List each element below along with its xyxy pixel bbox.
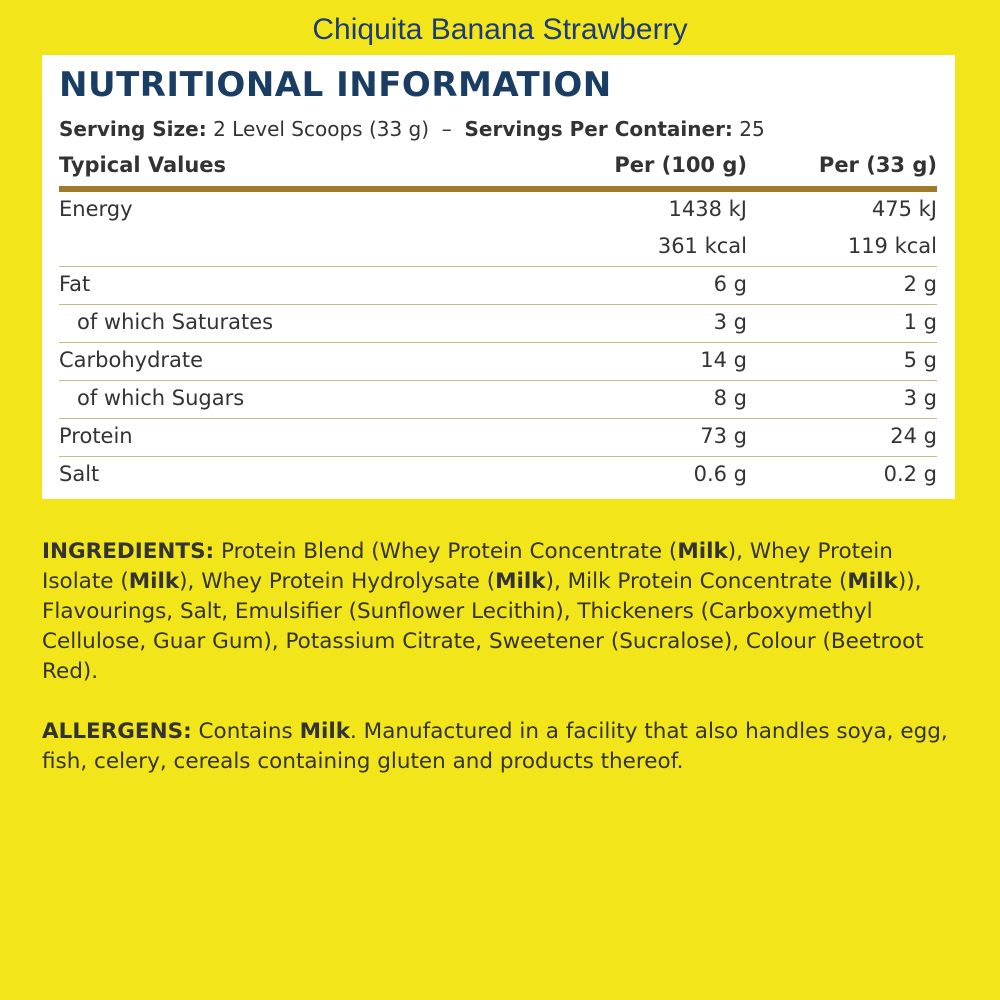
nutrition-table-body bbox=[59, 192, 937, 494]
nutrition-row-line bbox=[59, 305, 937, 342]
nutrition-row-line bbox=[59, 457, 937, 494]
ingredients-text bbox=[42, 537, 962, 687]
value-per-100g: 6 g bbox=[713, 272, 747, 296]
nutrition-row bbox=[59, 419, 937, 457]
nutrient-name: Salt bbox=[59, 462, 100, 486]
servings-per-container-value: 25 bbox=[739, 117, 765, 141]
nutrition-row bbox=[59, 192, 937, 267]
nutrition-row bbox=[59, 381, 937, 419]
value-per-33g: 2 g bbox=[903, 272, 937, 296]
nutrition-row-line bbox=[59, 381, 937, 418]
nutrition-table-header bbox=[59, 150, 937, 192]
ingredients-label: INGREDIENTS: bbox=[42, 539, 215, 564]
column-header-per-100g: Per (100 g) bbox=[614, 153, 747, 177]
serving-size-value: 2 Level Scoops (33 g) bbox=[213, 117, 430, 141]
nutrition-table bbox=[59, 150, 937, 494]
nutrition-row-line bbox=[59, 419, 937, 456]
column-header-per-33g: Per (33 g) bbox=[818, 153, 937, 177]
nutrition-row-line bbox=[59, 343, 937, 380]
value-per-33g: 0.2 g bbox=[883, 462, 937, 486]
nutrition-row-line bbox=[59, 267, 937, 304]
serving-info bbox=[59, 117, 765, 141]
ingredients-highlight: Milk bbox=[677, 539, 728, 564]
nutrient-name: Fat bbox=[59, 272, 91, 296]
allergens-text-part: Contains bbox=[191, 719, 300, 744]
ingredients-text-part: ), Whey Protein Isolate ( bbox=[42, 539, 893, 594]
value-per-100g: 14 g bbox=[700, 348, 747, 372]
nutrition-heading: NUTRITIONAL INFORMATION bbox=[59, 65, 612, 105]
allergens-highlight: Milk bbox=[299, 719, 351, 744]
allergens-text bbox=[42, 717, 962, 777]
ingredients-highlight: Milk bbox=[847, 569, 898, 594]
nutrition-row bbox=[59, 457, 937, 494]
nutrition-panel bbox=[42, 55, 955, 499]
ingredients-text-part: Protein Blend (Whey Protein Concentrate ( bbox=[214, 539, 678, 564]
value-per-100g: 1438 kJ bbox=[668, 197, 747, 221]
value-per-33g: 1 g bbox=[903, 310, 937, 334]
nutrition-row bbox=[59, 343, 937, 381]
servings-per-container-label: Servings Per Container: bbox=[464, 117, 733, 141]
value-per-100g: 73 g bbox=[700, 424, 747, 448]
product-title: Chiquita Banana Strawberry bbox=[312, 13, 688, 46]
serving-separator: – bbox=[441, 117, 452, 141]
value-per-100g: 361 kcal bbox=[657, 234, 747, 258]
nutrient-name: of which Saturates bbox=[77, 310, 274, 334]
nutrition-row-line bbox=[59, 229, 937, 266]
allergens-text-part: . Manufactured in a facility that also handles soya, egg, fish, celery, cereals containing gluten and products thereof. bbox=[42, 719, 948, 774]
serving-size-label: Serving Size: bbox=[59, 117, 207, 141]
ingredients-highlight: Milk bbox=[128, 569, 180, 594]
value-per-100g: 3 g bbox=[713, 310, 747, 334]
nutrition-row bbox=[59, 305, 937, 343]
nutrient-name: Protein bbox=[59, 424, 133, 448]
value-per-33g: 24 g bbox=[890, 424, 937, 448]
nutrient-name: Energy bbox=[59, 197, 133, 221]
value-per-33g: 119 kcal bbox=[847, 234, 937, 258]
value-per-100g: 8 g bbox=[713, 386, 747, 410]
value-per-33g: 475 kJ bbox=[871, 197, 937, 221]
ingredients-text-part: )), Flavourings, Salt, Emulsifier (Sunflower Lecithin), Thickeners (Carboxymethyl Cellulose, Guar Gum), Potassium Citrate, Sweetener (Sucralose), Colour (Beetroot Red). bbox=[42, 569, 924, 684]
value-per-100g: 0.6 g bbox=[693, 462, 747, 486]
nutrition-row-line bbox=[59, 192, 937, 229]
nutrient-name: Carbohydrate bbox=[59, 348, 204, 372]
ingredients-text-part: ), Milk Protein Concentrate ( bbox=[545, 569, 848, 594]
allergens-label: ALLERGENS: bbox=[42, 719, 192, 744]
ingredients-highlight: Milk bbox=[495, 569, 546, 594]
value-per-33g: 3 g bbox=[903, 386, 937, 410]
nutrition-row bbox=[59, 267, 937, 305]
ingredients-text-part: ), Whey Protein Hydrolysate ( bbox=[179, 569, 496, 594]
value-per-33g: 5 g bbox=[903, 348, 937, 372]
column-header-typical-values: Typical Values bbox=[59, 153, 227, 177]
nutrient-name: of which Sugars bbox=[77, 386, 245, 410]
